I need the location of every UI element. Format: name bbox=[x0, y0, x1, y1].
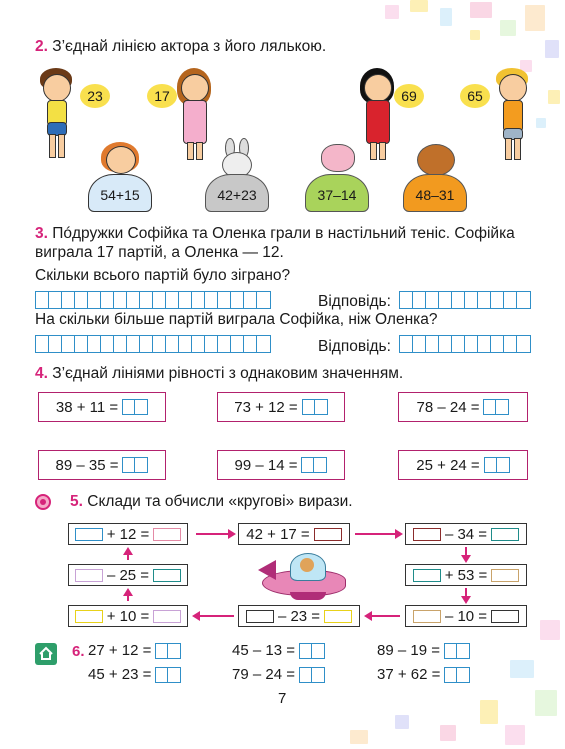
input-slot[interactable] bbox=[75, 569, 103, 582]
chain-box-mid-left[interactable] bbox=[68, 564, 188, 586]
expr-text: 45 – 13 = bbox=[232, 642, 295, 659]
input-slot[interactable] bbox=[75, 528, 103, 541]
answer-cells[interactable] bbox=[155, 643, 181, 659]
input-slot[interactable] bbox=[153, 569, 181, 582]
chain-op: + 12 = bbox=[106, 525, 150, 543]
equation-text: 78 – 24 = bbox=[416, 398, 480, 416]
equation-box[interactable] bbox=[217, 450, 345, 480]
equation-text: 25 + 24 = bbox=[416, 456, 480, 474]
answer-cells[interactable] bbox=[302, 399, 328, 415]
puppet-2[interactable] bbox=[205, 138, 269, 212]
actor-4-number: 65 bbox=[460, 84, 490, 108]
task3-solution-grid-1[interactable] bbox=[35, 291, 271, 309]
equation-box[interactable] bbox=[398, 392, 528, 422]
chain-op: – 10 = bbox=[444, 607, 488, 625]
actor-2-number: 17 bbox=[147, 84, 177, 108]
task6-expr[interactable] bbox=[88, 642, 181, 659]
task4-heading bbox=[35, 365, 403, 383]
chain-op: 42 + 17 = bbox=[246, 525, 310, 543]
expr-text: 27 + 12 = bbox=[88, 642, 152, 659]
task3-line1: Пóдружки Софійка та Оленка грали в настільний теніс. Софійка bbox=[52, 225, 515, 242]
chain-box-mid-right[interactable] bbox=[405, 564, 527, 586]
input-slot[interactable] bbox=[491, 610, 519, 623]
task5-heading bbox=[70, 493, 353, 511]
task6-expr[interactable] bbox=[88, 666, 181, 683]
equation-text: 73 + 12 = bbox=[234, 398, 298, 416]
input-slot[interactable] bbox=[75, 610, 103, 623]
chain-op: – 23 = bbox=[277, 607, 321, 625]
expr-text: 89 – 19 = bbox=[377, 642, 440, 659]
task6-expr[interactable] bbox=[232, 642, 325, 659]
chain-box-top-mid[interactable] bbox=[238, 523, 350, 545]
task3-number: 3. bbox=[35, 225, 48, 242]
task3-answer-label-2: Відповідь: bbox=[318, 338, 391, 355]
task3-question-2: На скільки більше партій виграла Софійка, ніж Оленка? bbox=[35, 311, 438, 328]
answer-cells[interactable] bbox=[299, 643, 325, 659]
chain-op: + 53 = bbox=[444, 566, 488, 584]
answer-cells[interactable] bbox=[122, 457, 148, 473]
input-slot[interactable] bbox=[153, 610, 181, 623]
task5-text: Склади та обчисли «кругові» вирази. bbox=[87, 493, 353, 510]
chain-box-top-right[interactable] bbox=[405, 523, 527, 545]
expr-text: 45 + 23 = bbox=[88, 666, 152, 683]
chain-box-bot-right[interactable] bbox=[405, 605, 527, 627]
input-slot[interactable] bbox=[314, 528, 342, 541]
task4-number: 4. bbox=[35, 365, 48, 382]
equation-box[interactable] bbox=[217, 392, 345, 422]
task3-answer-label-1: Відповідь: bbox=[318, 293, 391, 310]
task3-solution-grid-2[interactable] bbox=[35, 335, 271, 353]
answer-cells[interactable] bbox=[301, 457, 327, 473]
task4-text: З’єднай лініями рівності з однаковим значенням. bbox=[52, 365, 404, 382]
equation-text: 99 – 14 = bbox=[234, 456, 298, 474]
equation-text: 38 + 11 = bbox=[55, 398, 119, 416]
task3-line2: виграла 17 партій, а Оленка — 12. bbox=[35, 244, 284, 261]
answer-cells[interactable] bbox=[155, 667, 181, 683]
expr-text: 37 + 62 = bbox=[377, 666, 441, 683]
puppet-3-label: 37–14 bbox=[305, 174, 369, 212]
task5-number: 5. bbox=[70, 493, 83, 510]
equation-text: 89 – 35 = bbox=[55, 456, 119, 474]
circle-marker-icon bbox=[35, 494, 51, 510]
task6-number: 6. bbox=[72, 643, 85, 660]
input-slot[interactable] bbox=[413, 610, 441, 623]
answer-cells[interactable] bbox=[484, 457, 510, 473]
task3-text bbox=[35, 224, 545, 262]
answer-cells[interactable] bbox=[122, 399, 148, 415]
input-slot[interactable] bbox=[153, 528, 181, 541]
task2-heading bbox=[35, 38, 326, 56]
task2-number: 2. bbox=[35, 38, 48, 55]
actor-3-number: 69 bbox=[394, 84, 424, 108]
chain-op: + 10 = bbox=[106, 607, 150, 625]
task6-expr[interactable] bbox=[377, 666, 470, 683]
equation-box[interactable] bbox=[38, 450, 166, 480]
home-icon bbox=[35, 643, 57, 665]
input-slot[interactable] bbox=[491, 528, 519, 541]
task6-expr[interactable] bbox=[232, 666, 325, 683]
answer-cells[interactable] bbox=[299, 667, 325, 683]
answer-cells[interactable] bbox=[483, 399, 509, 415]
answer-cells[interactable] bbox=[444, 667, 470, 683]
input-slot[interactable] bbox=[413, 569, 441, 582]
equation-box[interactable] bbox=[398, 450, 528, 480]
puppet-1[interactable] bbox=[88, 142, 152, 212]
page-number: 7 bbox=[278, 690, 287, 707]
puppet-3[interactable] bbox=[305, 142, 369, 212]
chain-box-bot-mid[interactable] bbox=[238, 605, 360, 627]
task3-answer-grid-1[interactable] bbox=[399, 291, 531, 309]
puppet-4[interactable] bbox=[403, 142, 467, 212]
expr-text: 79 – 24 = bbox=[232, 666, 295, 683]
puppet-4-label: 48–31 bbox=[403, 174, 467, 212]
input-slot[interactable] bbox=[324, 610, 352, 623]
puppet-2-label: 42+23 bbox=[205, 174, 269, 212]
input-slot[interactable] bbox=[413, 528, 441, 541]
chain-box-top-left[interactable] bbox=[68, 523, 188, 545]
task3-answer-grid-2[interactable] bbox=[399, 335, 531, 353]
actor-1-number: 23 bbox=[80, 84, 110, 108]
task2-text: З’єднай лінією актора з його лялькою. bbox=[52, 38, 327, 55]
chain-op: – 34 = bbox=[444, 525, 488, 543]
puppet-1-label: 54+15 bbox=[88, 174, 152, 212]
input-slot[interactable] bbox=[491, 569, 519, 582]
chain-box-bot-left[interactable] bbox=[68, 605, 188, 627]
chain-op: – 25 = bbox=[106, 566, 150, 584]
equation-box[interactable] bbox=[38, 392, 166, 422]
task6-expr[interactable] bbox=[377, 642, 470, 659]
input-slot[interactable] bbox=[246, 610, 274, 623]
task3-question-1: Скільки всього партій було зіграно? bbox=[35, 267, 291, 284]
answer-cells[interactable] bbox=[444, 643, 470, 659]
